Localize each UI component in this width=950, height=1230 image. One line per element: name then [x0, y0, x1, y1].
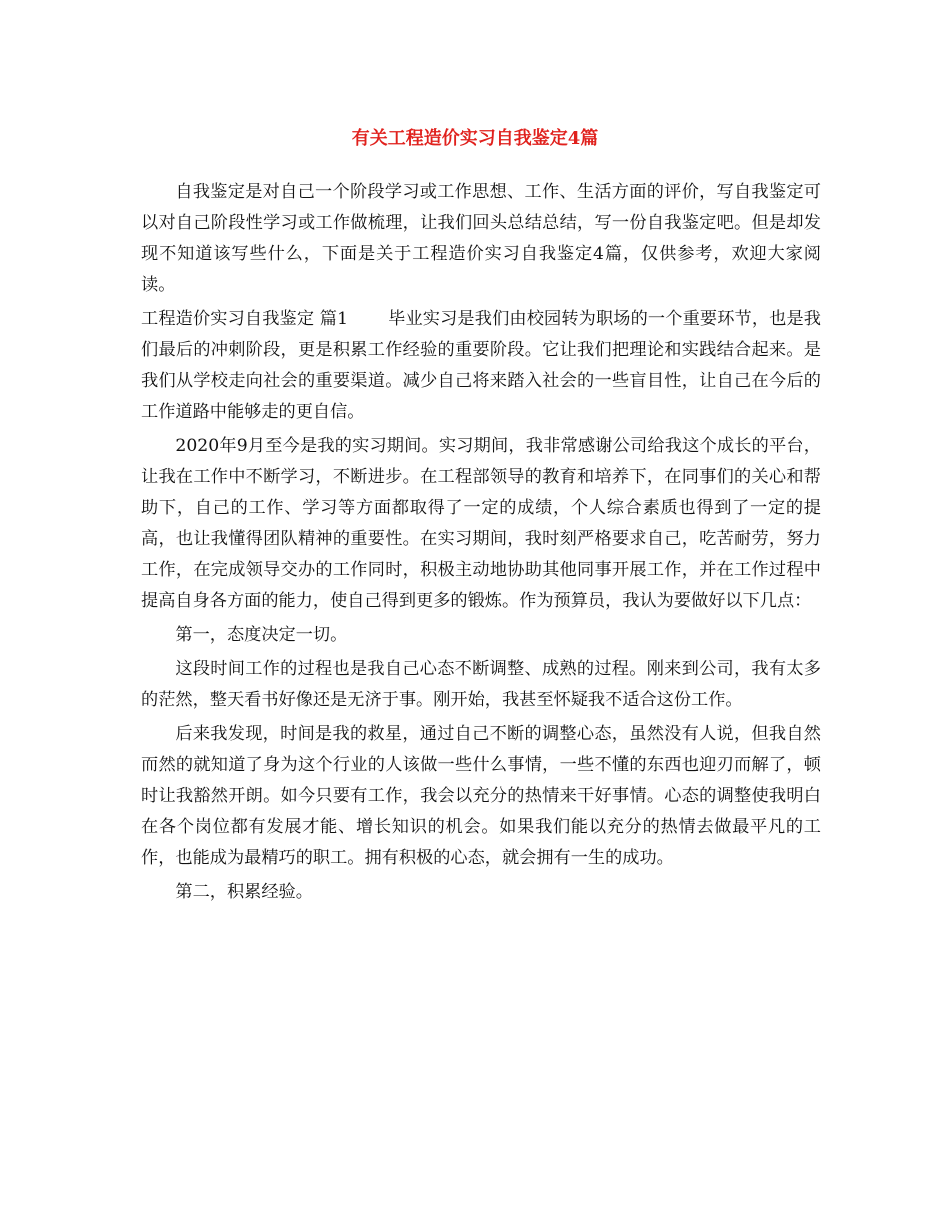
- section-intro: 毕业实习是我们由校园转为职场的一个重要环节，也是我们最后的冲刺阶段，更是积累工作经验的重要阶段。它让我们把理论和实践结合起来。是我们从学校走向社会的重要渠道。减少自己将来踏入社会的一些盲目性，让自己在今后的工作道路中能够走的更自信。: [141, 309, 821, 422]
- document-body: [141, 177, 821, 911]
- body-paragraph-1: 2020年9月至今是我的实习期间。实习期间，我非常感谢公司给我这个成长的平台，让我在工作中不断学习，不断进步。在工程部领导的教育和培养下，在同事们的关心和帮助下，自己的工作、学习等方面都取得了一定的成绩，个人综合素质也得到了一定的提高，也让我懂得团队精神的重要性。在实习期间，我时刻严格要求自己，吃苦耐劳，努力工作，在完成领导交办的工作同时，积极主动地协助其他同事开展工作，并在工作过程中提高自身各方面的能力，使自己得到更多的锻炼。作为预算员，我认为要做好以下几点：: [141, 436, 821, 611]
- intro-paragraph: 自我鉴定是对自己一个阶段学习或工作思想、工作、生活方面的评价，写自我鉴定可以对自己阶段性学习或工作做梳理，让我们回头总结总结，写一份自我鉴定吧。但是却发现不知道该写些什么，下面是关于工程造价实习自我鉴定4篇，仅供参考，欢迎大家阅读。: [141, 182, 821, 295]
- document-title: 有关工程造价实习自我鉴定4篇: [351, 128, 599, 149]
- point-heading-2: 第二，积累经验。: [175, 882, 313, 902]
- section-paragraph: [141, 304, 821, 428]
- point-heading-1: 第一，态度决定一切。: [175, 625, 348, 645]
- body-paragraph-2: 这段时间工作的过程也是我自己心态不断调整、成熟的过程。刚来到公司，我有太多的茫然，整天看书好像还是无济于事。刚开始，我甚至怀疑我不适合这份工作。: [141, 659, 821, 710]
- section-heading: 工程造价实习自我鉴定 篇1: [141, 309, 349, 329]
- body-paragraph-3: 后来我发现，时间是我的救星，通过自己不断的调整心态，虽然没有人说，但我自然而然的就知道了身为这个行业的人该做一些什么事情，一些不懂的东西也迎刃而解了，顿时让我豁然开朗。如今只要有工作，我会以充分的热情来干好事情。心态的调整使我明白在各个岗位都有发展才能、增长知识的机会。如果我们能以充分的热情去做最平凡的工作，也能成为最精巧的职工。拥有积极的心态，就会拥有一生的成功。: [141, 724, 821, 868]
